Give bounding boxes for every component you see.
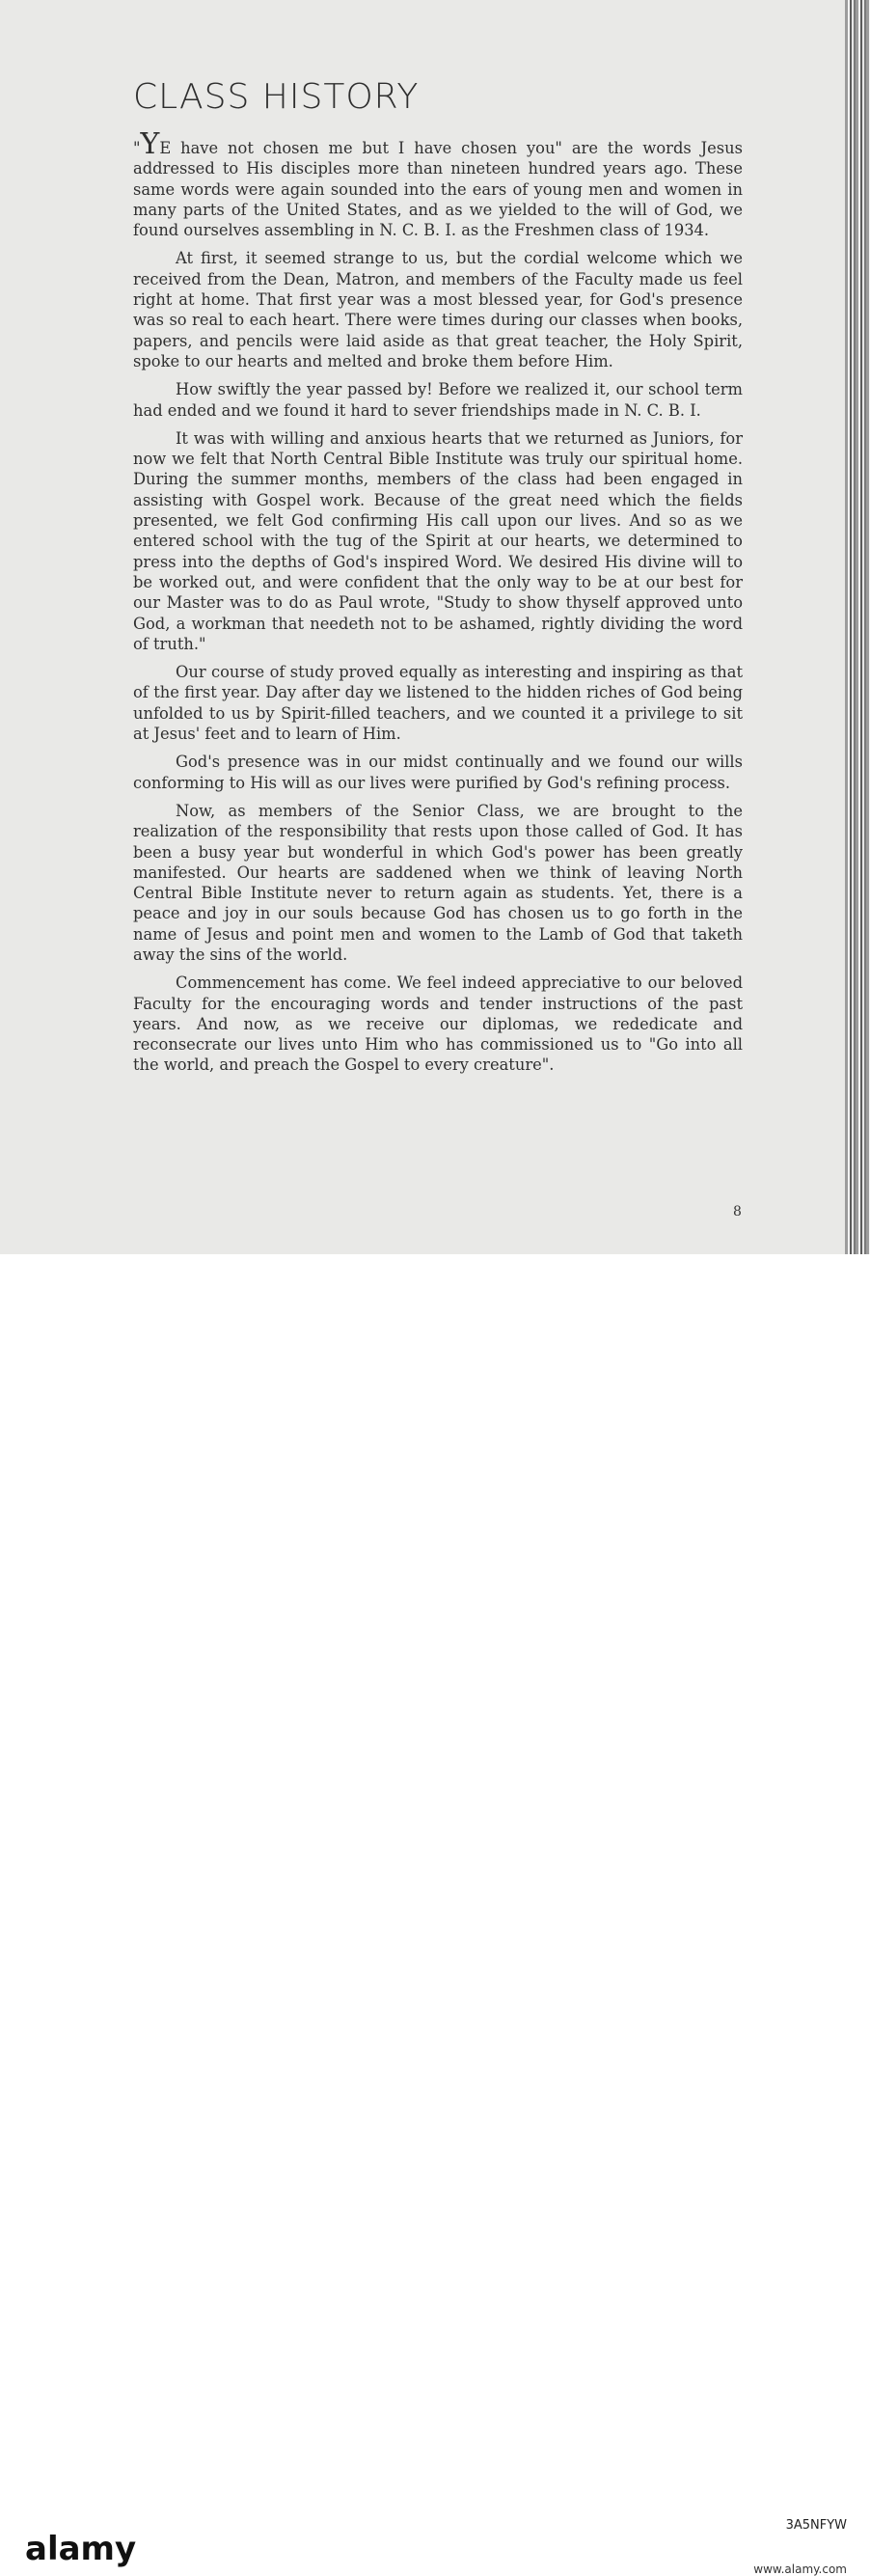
paragraph-6: God's presence was in our midst continually and we found our wills conforming to His will as our lives were purified by God's refining process. xyxy=(133,753,743,792)
paragraph-3: How swiftly the year passed by! Before we realized it, our school term had ended and we found it hard to sever friendships made in N. C. B. I. xyxy=(133,380,743,420)
stock-watermark-footer xyxy=(0,1254,870,2576)
paragraph-1 xyxy=(133,127,743,240)
article-body xyxy=(133,127,743,1083)
paragraph-1-text: E have not chosen me but I have chosen you" are the words Jesus addressed to His disciples more than nineteen hundred years ago. These same words were again sounded into the ears of young men and women in many parts of the United States, and as we yielded to the will of God, we found ourselves assembling in N. C. B. I. as the Freshmen class of 1934. xyxy=(133,139,743,240)
page-title: CLASS HISTORY xyxy=(133,77,420,117)
book-binding-edge xyxy=(845,0,870,1254)
scanned-page xyxy=(0,0,870,1254)
watermark-logo: alamy xyxy=(25,2530,137,2568)
paragraph-4: It was with willing and anxious hearts that we returned as Juniors, for now we felt that North Central Bible Institute was truly our spiritual home. During the summer months, members of the class had been engaged in assisting with Gospel work. Because of the great need which the fields presented, we felt God confirming His call upon our lives. And so as we entered school with the tug of the Spirit at our hearts, we determined to press into the depths of God's inspired Word. We desired His divine will to be worked out, and were confident that the only way to be at our best for our Master was to do as Paul wrote, "Study to show thyself approved unto God, a workman that needeth not to be ashamed, rightly dividing the word of truth." xyxy=(133,428,743,653)
paragraph-7: Now, as members of the Senior Class, we are brought to the realization of the responsibility that rests upon those called of God. It has been a busy year but wonderful in which God's power has been greatly manifested. Our hearts are saddened when we think of leaving North Central Bible Institute never to return again as students. Yet, there is a peace and joy in our souls because God has chosen us to go forth in the name of Jesus and point men and women to the Lamb of God that taketh away the sins of the world. xyxy=(133,801,743,964)
drop-cap: Y xyxy=(140,127,160,161)
opening-quote: " xyxy=(133,139,141,157)
paragraph-2: At first, it seemed strange to us, but the cordial welcome which we received from the Dean, Matron, and members of the Faculty made us feel right at home. That first year was a most blessed year, for God's presence was so real to each heart. There were times during our classes when books, papers, and pencils were laid aside as that great teacher, the Holy Spirit, spoke to our hearts and melted and broke them before Him. xyxy=(133,249,743,370)
paragraph-8: Commencement has come. We feel indeed appreciative to our beloved Faculty for the encouraging words and tender instructions of the past years. And now, as we receive our diplomas, we rededicate and reconsecrate our lives unto Him who has commissioned us to "Go into all the world, and preach the Gospel to every creature". xyxy=(133,973,743,1075)
watermark-image-id: 3A5NFYW xyxy=(785,2518,847,2533)
page-number: 8 xyxy=(733,1204,742,1219)
paragraph-5: Our course of study proved equally as interesting and inspiring as that of the first year. Day after day we listened to the hidden riches of God being unfolded to us by Spirit-filled teachers, and we counted it a privilege to sit at Jesus' feet and to learn of Him. xyxy=(133,663,743,744)
watermark-url: www.alamy.com xyxy=(753,2562,847,2576)
